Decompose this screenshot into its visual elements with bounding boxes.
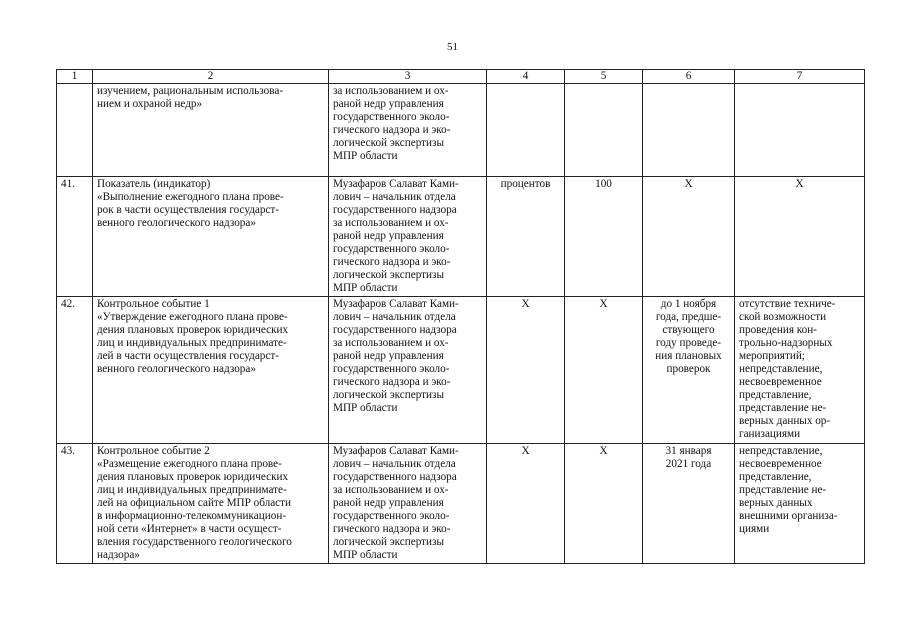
deadline-cell: 31 января 2021 года bbox=[643, 444, 735, 564]
table-row bbox=[57, 444, 865, 564]
value-cell bbox=[565, 84, 643, 177]
column-header: 6 bbox=[643, 70, 735, 84]
row-number: 41. bbox=[57, 177, 93, 297]
risks-cell: отсутствие техниче- ской возможности проведения кон- трольно-надзорных мероприятий; непредставление, несвоевременное представление, представление не- верных данных ор- ганизациями bbox=[735, 297, 865, 444]
deadline-cell: до 1 ноября года, предше- ствующего году проведе- ния плановых проверок bbox=[643, 297, 735, 444]
value-cell: Х bbox=[565, 297, 643, 444]
value-cell: 100 bbox=[565, 177, 643, 297]
column-header: 5 bbox=[565, 70, 643, 84]
value-cell: Х bbox=[565, 444, 643, 564]
responsible-person: Музафаров Салават Ками- лович – начальник отдела государственного надзора за использованием и ох- раной недр управления государственного эколо- гического надзора и эко- логической экспертизы МПР области bbox=[329, 297, 487, 444]
column-header: 3 bbox=[329, 70, 487, 84]
risks-cell: непредставление, несвоевременное представление, представление не- верных данных внешними организа- циями bbox=[735, 444, 865, 564]
row-number: 42. bbox=[57, 297, 93, 444]
risks-cell bbox=[735, 84, 865, 177]
page-number: 51 bbox=[447, 41, 458, 53]
header-row bbox=[57, 70, 865, 84]
column-header: 2 bbox=[93, 70, 329, 84]
table-row bbox=[57, 297, 865, 444]
responsible-person: Музафаров Салават Ками- лович – начальник отдела государственного надзора за использованием и ох- раной недр управления государственного эколо- гического надзора и эко- логической экспертизы МПР области bbox=[329, 444, 487, 564]
row-number bbox=[57, 84, 93, 177]
indicator-name: изучением, рациональным использова- нием и охраной недр» bbox=[93, 84, 329, 177]
column-header: 4 bbox=[487, 70, 565, 84]
unit-cell: Х bbox=[487, 297, 565, 444]
unit-cell: процентов bbox=[487, 177, 565, 297]
risks-cell: Х bbox=[735, 177, 865, 297]
table-row bbox=[57, 177, 865, 297]
indicators-table bbox=[56, 69, 865, 564]
deadline-cell bbox=[643, 84, 735, 177]
responsible-person: за использованием и ох- раной недр управления государственного эколо- гического надзора и эко- логической экспертизы МПР области bbox=[329, 84, 487, 177]
indicator-name: Контрольное событие 2 «Размещение ежегодного плана прове- дения плановых проверок юридических лиц и индивидуальных предпринимате- лей на официальном сайте МПР области в информационно-телекоммуникацион- ной сети «Интернет» в части осущест- вления государственного геологического надзора» bbox=[93, 444, 329, 564]
column-header: 1 bbox=[57, 70, 93, 84]
responsible-person: Музафаров Салават Ками- лович – начальник отдела государственного надзора за использованием и ох- раной недр управления государственного эколо- гического надзора и эко- логической экспертизы МПР области bbox=[329, 177, 487, 297]
indicator-name: Показатель (индикатор) «Выполнение ежегодного плана прове- рок в части осуществления государст- венного геологического надзора» bbox=[93, 177, 329, 297]
column-header: 7 bbox=[735, 70, 865, 84]
table-row bbox=[57, 84, 865, 177]
unit-cell bbox=[487, 84, 565, 177]
unit-cell: Х bbox=[487, 444, 565, 564]
deadline-cell: Х bbox=[643, 177, 735, 297]
indicator-name: Контрольное событие 1 «Утверждение ежегодного плана прове- дения плановых проверок юридических лиц и индивидуальных предпринимате- лей в части осуществления государст- венного геологического надзора» bbox=[93, 297, 329, 444]
row-number: 43. bbox=[57, 444, 93, 564]
